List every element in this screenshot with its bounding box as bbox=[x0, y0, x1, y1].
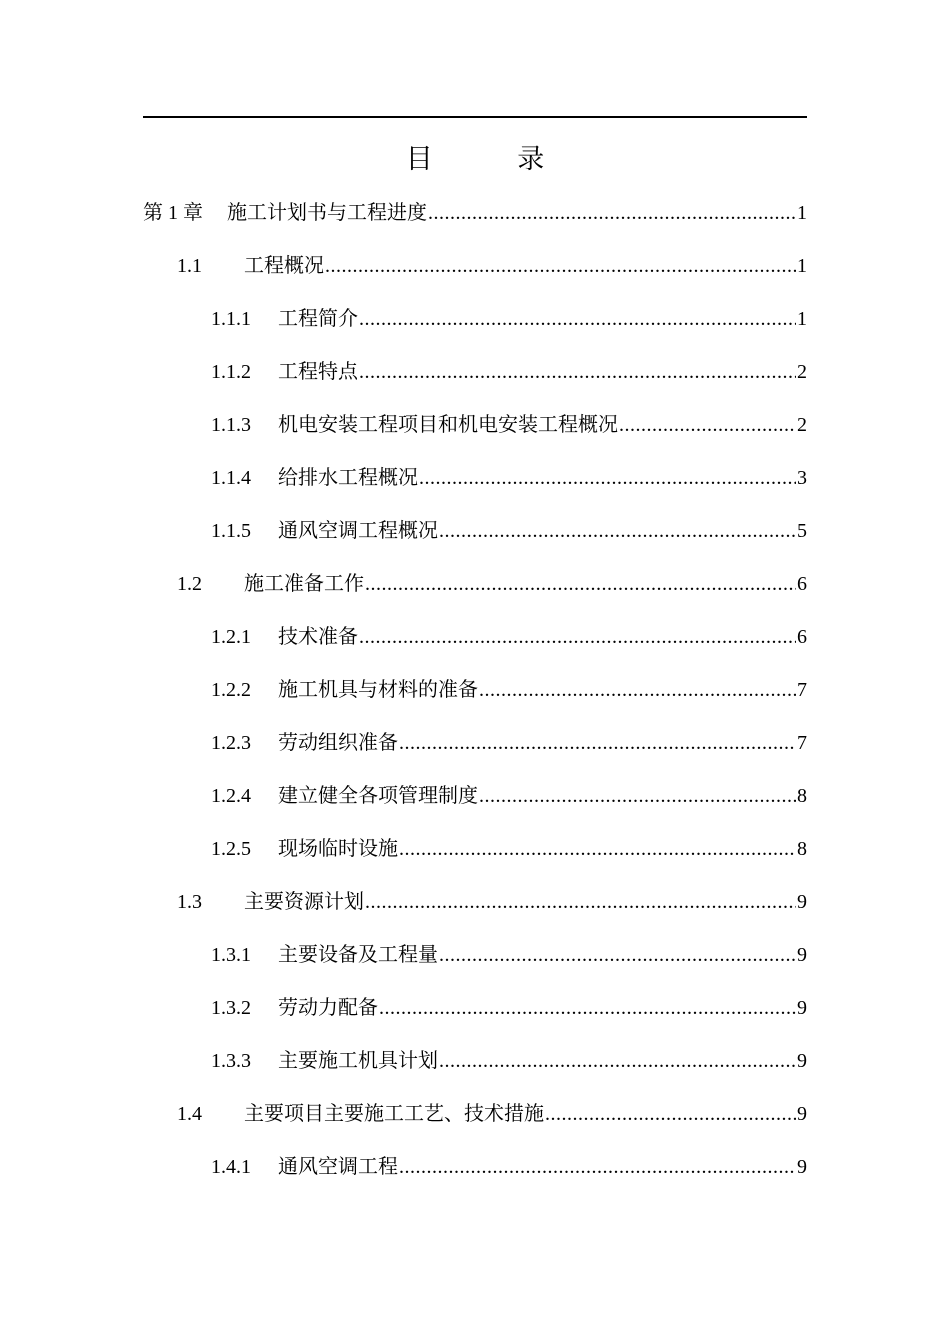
toc-entry-page-number: 1 bbox=[797, 255, 807, 277]
header-rule bbox=[143, 116, 807, 118]
toc-entry[interactable] bbox=[143, 828, 807, 881]
toc-entry-title: 施工计划书与工程进度 bbox=[227, 200, 427, 224]
toc-entry[interactable] bbox=[143, 722, 807, 775]
toc-entry-title: 工程概况 bbox=[244, 253, 324, 277]
toc-entry[interactable] bbox=[143, 987, 807, 1040]
toc-entry-page-number: 6 bbox=[797, 573, 807, 595]
toc-entry[interactable] bbox=[143, 510, 807, 563]
toc-entry[interactable] bbox=[143, 775, 807, 828]
toc-entry[interactable] bbox=[143, 563, 807, 616]
toc-entry-number: 1.2.1 bbox=[211, 626, 251, 648]
toc-entry-number: 第 1 章 bbox=[143, 202, 203, 224]
toc-entry-number: 1.2.3 bbox=[211, 732, 251, 754]
toc-entry-page-number: 9 bbox=[797, 997, 807, 1019]
toc-entry[interactable] bbox=[143, 404, 807, 457]
toc-entry-page-number: 9 bbox=[797, 1050, 807, 1072]
dot-leader bbox=[439, 511, 796, 551]
toc-entry-title: 工程简介 bbox=[278, 306, 358, 330]
toc-entry-title: 劳动组织准备 bbox=[278, 730, 398, 754]
toc-entry-title: 劳动力配备 bbox=[278, 995, 378, 1019]
toc-entry-title: 施工准备工作 bbox=[244, 571, 364, 595]
dot-leader bbox=[428, 193, 796, 233]
toc-entry-number: 1.1.5 bbox=[211, 520, 251, 542]
toc-entry-number: 1.2.2 bbox=[211, 679, 251, 701]
toc-entry[interactable] bbox=[143, 669, 807, 722]
dot-leader bbox=[545, 1094, 796, 1134]
toc-entry-page-number: 8 bbox=[797, 785, 807, 807]
toc-title: 目 录 bbox=[405, 144, 583, 175]
toc-entry-page-number: 1 bbox=[797, 308, 807, 330]
toc-entry-number: 1.1.3 bbox=[211, 414, 251, 436]
toc-entry[interactable] bbox=[143, 192, 807, 245]
toc-entry-page-number: 9 bbox=[797, 891, 807, 913]
toc-entry-page-number: 3 bbox=[797, 467, 807, 489]
toc-entry-number: 1.3.1 bbox=[211, 944, 251, 966]
dot-leader bbox=[479, 670, 796, 710]
toc-entry-title: 建立健全各项管理制度 bbox=[278, 783, 478, 807]
toc-entry-number: 1.2 bbox=[177, 573, 202, 595]
toc-entry-number: 1.2.4 bbox=[211, 785, 251, 807]
toc-entry[interactable] bbox=[143, 1146, 807, 1199]
dot-leader bbox=[419, 458, 796, 498]
toc-entry-page-number: 2 bbox=[797, 361, 807, 383]
dot-leader bbox=[619, 405, 796, 445]
toc-entry-page-number: 5 bbox=[797, 520, 807, 542]
toc-entry-title: 施工机具与材料的准备 bbox=[278, 677, 478, 701]
toc-entry[interactable] bbox=[143, 1040, 807, 1093]
toc-entry[interactable] bbox=[143, 934, 807, 987]
dot-leader bbox=[325, 246, 796, 286]
dot-leader bbox=[359, 352, 796, 392]
toc-entry-page-number: 7 bbox=[797, 679, 807, 701]
table-of-contents bbox=[143, 192, 807, 1199]
dot-leader bbox=[399, 829, 796, 869]
toc-entry-number: 1.1.1 bbox=[211, 308, 251, 330]
toc-entry-number: 1.3.2 bbox=[211, 997, 251, 1019]
toc-entry[interactable] bbox=[143, 245, 807, 298]
dot-leader bbox=[365, 882, 796, 922]
toc-entry-number: 1.3.3 bbox=[211, 1050, 251, 1072]
toc-entry-page-number: 9 bbox=[797, 1156, 807, 1178]
toc-entry[interactable] bbox=[143, 1093, 807, 1146]
toc-entry-number: 1.1 bbox=[177, 255, 202, 277]
toc-entry-page-number: 9 bbox=[797, 944, 807, 966]
toc-entry-title: 机电安装工程项目和机电安装工程概况 bbox=[278, 412, 618, 436]
toc-entry-number: 1.3 bbox=[177, 891, 202, 913]
dot-leader bbox=[379, 988, 796, 1028]
dot-leader bbox=[439, 1041, 796, 1081]
toc-entry[interactable] bbox=[143, 881, 807, 934]
toc-entry-page-number: 7 bbox=[797, 732, 807, 754]
toc-entry[interactable] bbox=[143, 616, 807, 669]
dot-leader bbox=[359, 617, 796, 657]
dot-leader bbox=[399, 1147, 796, 1187]
dot-leader bbox=[359, 299, 796, 339]
toc-entry-title: 通风空调工程概况 bbox=[278, 518, 438, 542]
toc-entry-title: 通风空调工程 bbox=[278, 1154, 398, 1178]
toc-entry[interactable] bbox=[143, 457, 807, 510]
toc-entry-number: 1.2.5 bbox=[211, 838, 251, 860]
toc-entry-title: 主要施工机具计划 bbox=[278, 1048, 438, 1072]
toc-entry-title: 现场临时设施 bbox=[278, 836, 398, 860]
toc-entry-page-number: 1 bbox=[797, 202, 807, 224]
toc-entry-title: 工程特点 bbox=[278, 359, 358, 383]
toc-entry-number: 1.1.2 bbox=[211, 361, 251, 383]
toc-entry-title: 主要资源计划 bbox=[244, 889, 364, 913]
toc-entry-title: 给排水工程概况 bbox=[278, 465, 418, 489]
toc-entry-number: 1.4 bbox=[177, 1103, 202, 1125]
toc-entry-page-number: 6 bbox=[797, 626, 807, 648]
toc-entry-title: 主要项目主要施工工艺、技术措施 bbox=[244, 1101, 544, 1125]
dot-leader bbox=[365, 564, 796, 604]
toc-entry[interactable] bbox=[143, 351, 807, 404]
toc-entry-page-number: 9 bbox=[797, 1103, 807, 1125]
dot-leader bbox=[479, 776, 796, 816]
toc-entry-number: 1.1.4 bbox=[211, 467, 251, 489]
dot-leader bbox=[399, 723, 796, 763]
toc-entry[interactable] bbox=[143, 298, 807, 351]
toc-entry-page-number: 8 bbox=[797, 838, 807, 860]
dot-leader bbox=[439, 935, 796, 975]
toc-entry-page-number: 2 bbox=[797, 414, 807, 436]
toc-entry-title: 技术准备 bbox=[278, 624, 358, 648]
toc-entry-title: 主要设备及工程量 bbox=[278, 942, 438, 966]
toc-entry-number: 1.4.1 bbox=[211, 1156, 251, 1178]
